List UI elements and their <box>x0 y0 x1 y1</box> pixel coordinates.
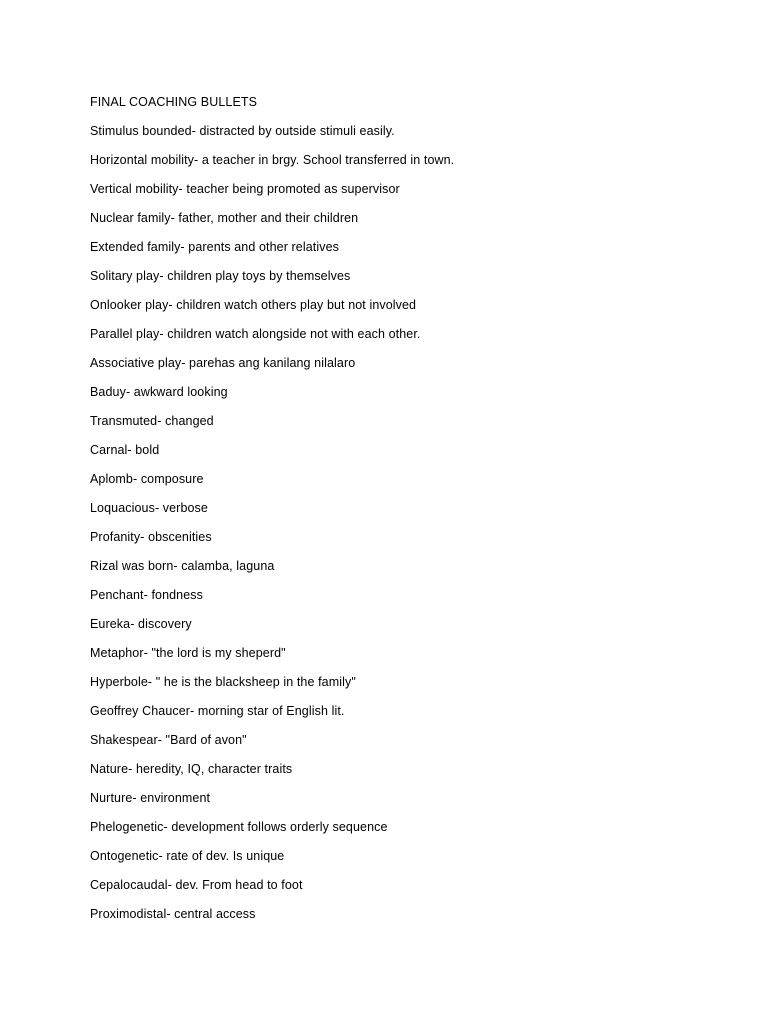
bullet-line: Shakespear- "Bard of avon" <box>90 733 247 747</box>
bullet-line: Stimulus bounded- distracted by outside stimuli easily. <box>90 124 395 138</box>
bullet-line: Extended family- parents and other relatives <box>90 240 339 254</box>
bullet-line: Cepalocaudal- dev. From head to foot <box>90 878 303 892</box>
bullet-line: Hyperbole- " he is the blacksheep in the family" <box>90 675 356 689</box>
bullet-line: Associative play- parehas ang kanilang nilalaro <box>90 356 356 370</box>
bullet-line: Horizontal mobility- a teacher in brgy. School transferred in town. <box>90 153 455 167</box>
bullet-line: Proximodistal- central access <box>90 907 256 921</box>
bullet-line: Penchant- fondness <box>90 588 203 602</box>
bullet-line: Parallel play- children watch alongside not with each other. <box>90 327 421 341</box>
bullet-line: Aplomb- composure <box>90 472 204 486</box>
bullet-line: Vertical mobility- teacher being promoted as supervisor <box>90 182 400 196</box>
bullet-line: Eureka- discovery <box>90 617 192 631</box>
bullet-line: Onlooker play- children watch others play but not involved <box>90 298 417 312</box>
document-title: FINAL COACHING BULLETS <box>90 95 258 109</box>
bullet-line: Ontogenetic- rate of dev. Is unique <box>90 849 285 863</box>
bullet-line: Geoffrey Chaucer- morning star of English lit. <box>90 704 345 718</box>
document-body <box>90 93 730 934</box>
bullet-line: Phelogenetic- development follows orderly sequence <box>90 820 388 834</box>
bullet-line: Nuclear family- father, mother and their children <box>90 211 359 225</box>
bullet-line: Metaphor- "the lord is my sheperd" <box>90 646 286 660</box>
bullet-line: Nature- heredity, IQ, character traits <box>90 762 293 776</box>
bullet-line: Solitary play- children play toys by themselves <box>90 269 351 283</box>
bullet-line: Rizal was born- calamba, laguna <box>90 559 275 573</box>
bullet-line: Nurture- environment <box>90 791 211 805</box>
bullet-line: Carnal- bold <box>90 443 160 457</box>
bullet-line: Loquacious- verbose <box>90 501 208 515</box>
bullet-line: Transmuted- changed <box>90 414 214 428</box>
bullet-line: Profanity- obscenities <box>90 530 212 544</box>
bullet-list <box>90 122 730 934</box>
bullet-line: Baduy- awkward looking <box>90 385 228 399</box>
